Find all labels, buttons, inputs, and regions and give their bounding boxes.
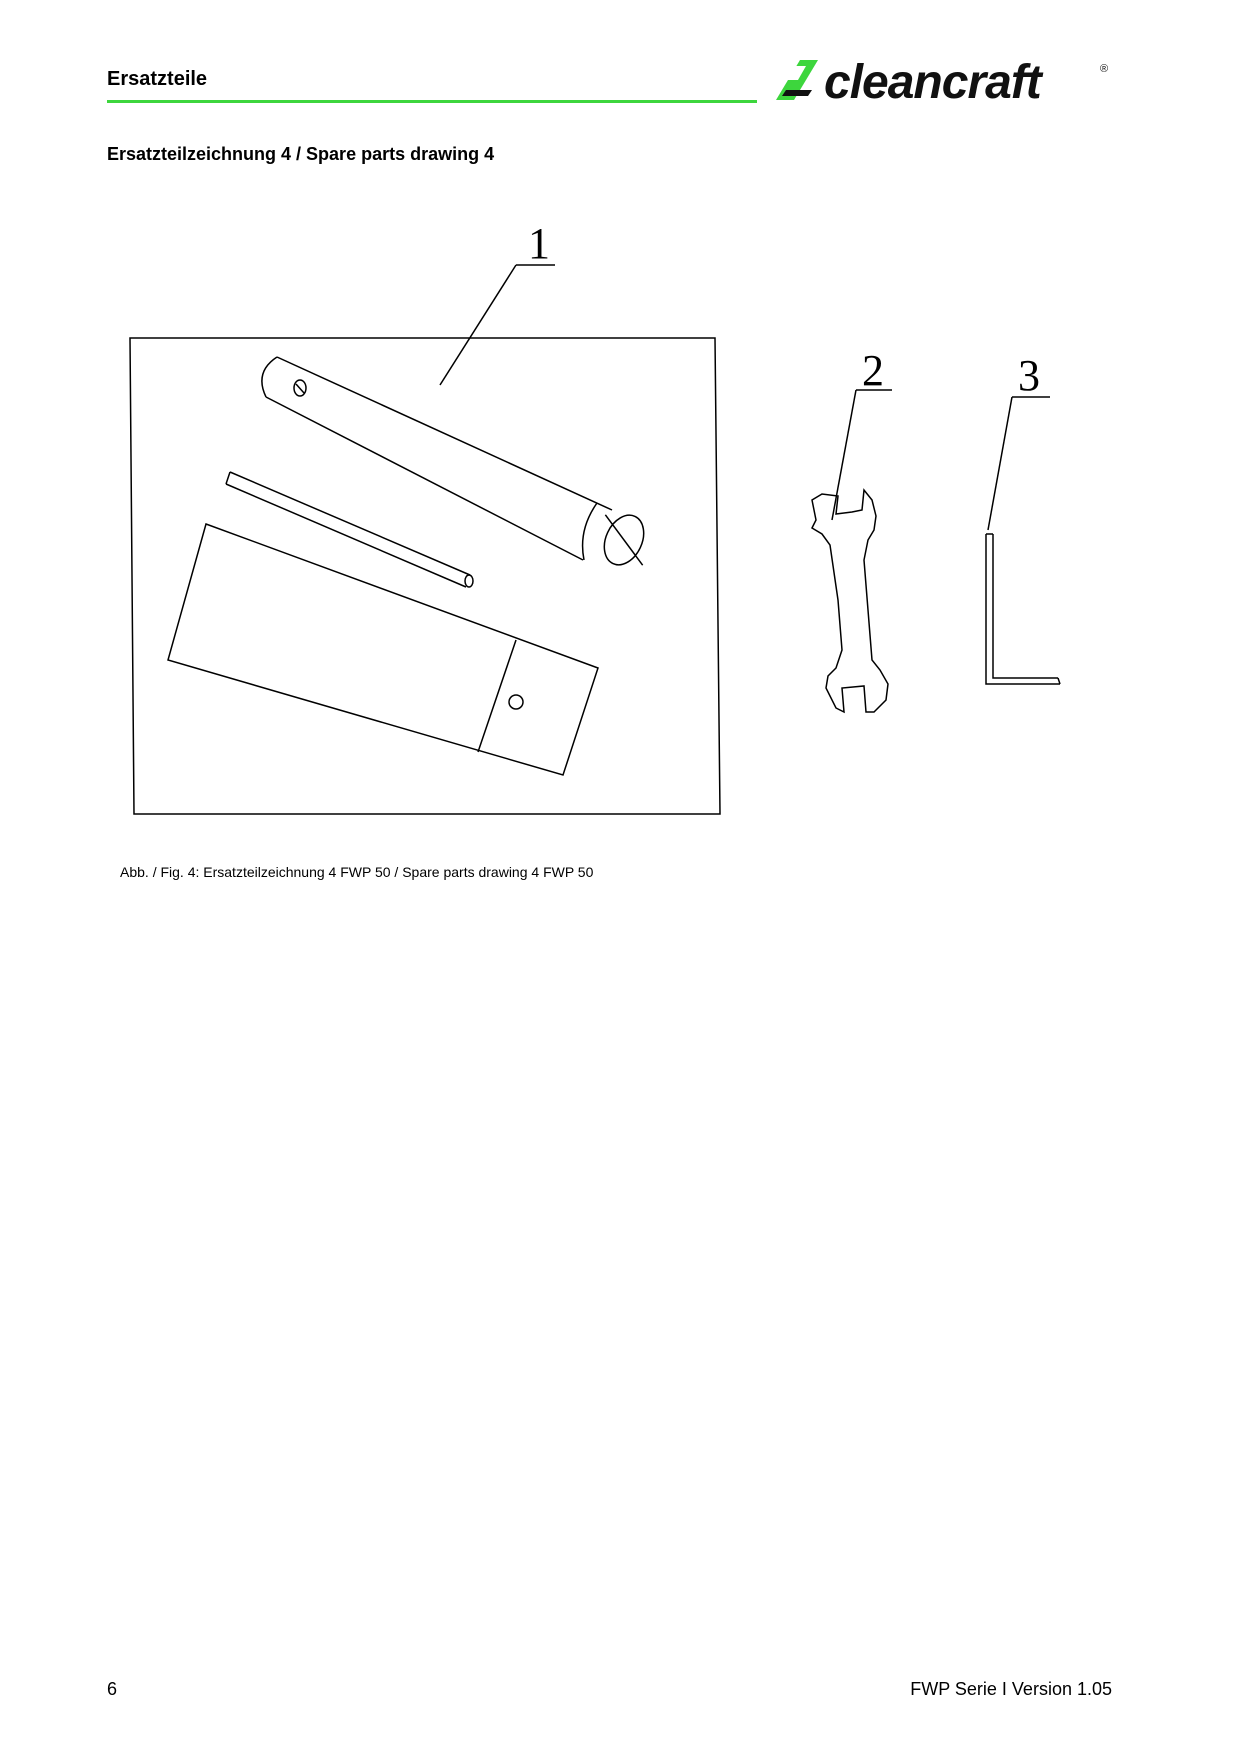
- part-1-rod: [226, 472, 473, 587]
- footer-series-version: FWP Serie I Version 1.05: [910, 1679, 1112, 1699]
- part-2-open-end-wrench: [812, 490, 888, 712]
- header-title: Ersatzteile: [107, 68, 208, 90]
- part-1-frame: [130, 338, 720, 814]
- callout-2: 2: [862, 346, 884, 395]
- part-1-socket-wrench: [262, 357, 651, 571]
- section-title: Ersatzteilzeichnung 4 / Spare parts drawing 4: [107, 144, 495, 164]
- logo-registered: ®: [1100, 63, 1109, 75]
- logo-text: cleancraft: [824, 56, 1041, 108]
- page-number: 6: [107, 1679, 118, 1699]
- callout-1: 1: [528, 219, 550, 268]
- part-3-allen-key: [986, 534, 1060, 684]
- callout-3: 3: [1018, 351, 1040, 400]
- figure-caption: Abb. / Fig. 4: Ersatzteilzeichnung 4 FWP 50 / Spare parts drawing 4 FWP 50: [120, 864, 594, 880]
- part-1-plate: [168, 524, 598, 775]
